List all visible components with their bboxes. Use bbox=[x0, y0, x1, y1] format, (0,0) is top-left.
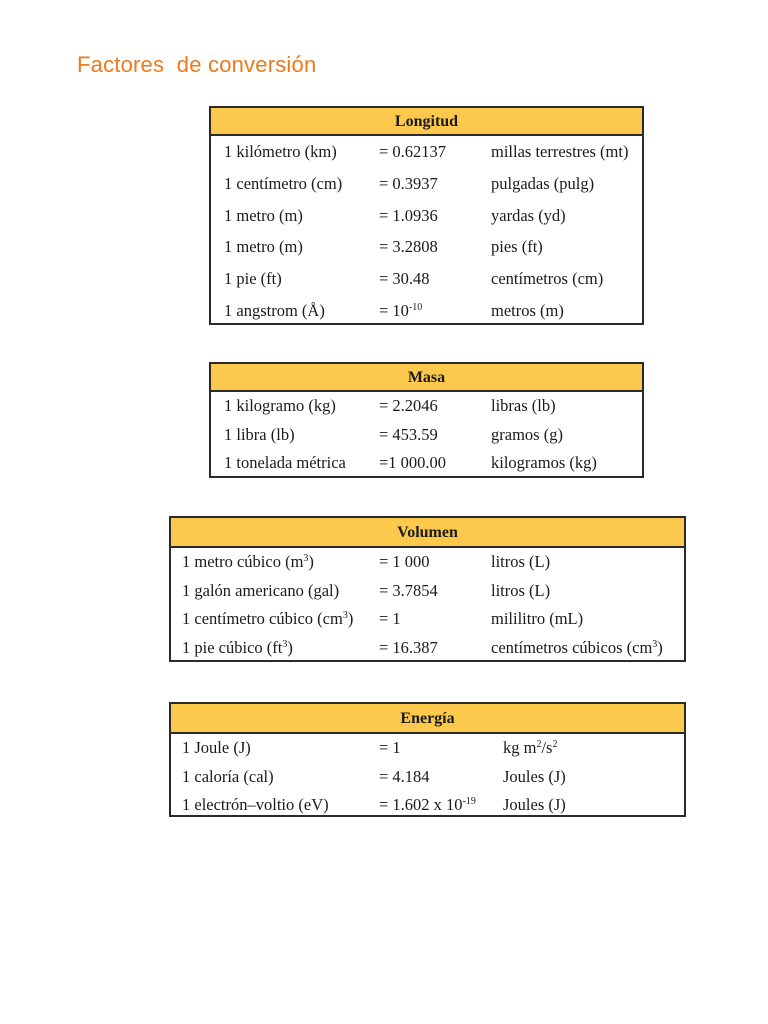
cell-value: =1 000.00 bbox=[379, 453, 447, 472]
table-row bbox=[211, 231, 642, 263]
cell-value: = 0.3937 bbox=[379, 173, 438, 193]
table-row bbox=[211, 392, 642, 421]
cell-value: = 3.7854 bbox=[379, 580, 438, 600]
cell-value: = 2.2046 bbox=[379, 396, 438, 415]
cell-value bbox=[379, 791, 476, 820]
cell-to: mililitro (mL) bbox=[491, 609, 584, 628]
cell-to: libras (lb) bbox=[491, 396, 556, 415]
table-header: Longitud bbox=[211, 108, 642, 136]
cell-from: 1 electrón–voltio (eV) bbox=[182, 795, 329, 814]
table-row bbox=[171, 548, 684, 577]
table-row bbox=[171, 734, 684, 763]
cell-value: = 3.2808 bbox=[379, 237, 438, 257]
cell-from bbox=[182, 548, 314, 577]
cell-to: centímetros (cm) bbox=[491, 269, 604, 289]
table-row bbox=[171, 577, 684, 606]
cell-to: Joules (J) bbox=[503, 795, 566, 814]
from-text: 1 centímetro cúbico (cm bbox=[182, 609, 343, 628]
from-exponent: 3 bbox=[303, 553, 309, 564]
table-row bbox=[211, 263, 642, 295]
to-text: kg m bbox=[503, 738, 537, 757]
cell-to: yardas (yd) bbox=[491, 205, 566, 225]
cell-value: = 1 000 bbox=[379, 552, 430, 571]
cell-value: = 0.62137 bbox=[379, 142, 447, 161]
cell-to: litros (L) bbox=[491, 552, 551, 571]
from-end: ) bbox=[308, 552, 314, 571]
table-row bbox=[171, 634, 684, 663]
to-end: ) bbox=[657, 637, 663, 657]
value-exponent: -19 bbox=[462, 796, 476, 807]
from-text: 1 pie cúbico (ft bbox=[182, 637, 283, 657]
cell-from: 1 pie (ft) bbox=[224, 269, 282, 289]
from-exponent: 3 bbox=[282, 638, 288, 650]
cell-to: pulgadas (pulg) bbox=[491, 173, 595, 193]
from-text: 1 metro cúbico (m bbox=[182, 552, 304, 571]
table-row bbox=[211, 168, 642, 200]
cell-to: gramos (g) bbox=[491, 424, 563, 444]
table-energia bbox=[169, 702, 686, 817]
cell-from: 1 Joule (J) bbox=[182, 738, 251, 757]
cell-to bbox=[503, 734, 557, 763]
cell-to: metros (m) bbox=[491, 300, 564, 320]
cell-value: = 1.0936 bbox=[379, 205, 438, 225]
cell-from: 1 metro (m) bbox=[224, 205, 303, 225]
cell-from: 1 galón americano (gal) bbox=[182, 580, 340, 600]
cell-value: = 4.184 bbox=[379, 766, 430, 786]
cell-from: 1 caloría (cal) bbox=[182, 766, 274, 786]
cell-to: pies (ft) bbox=[491, 237, 543, 257]
table-row bbox=[171, 763, 684, 792]
table-row bbox=[171, 791, 684, 820]
cell-value: = 453.59 bbox=[379, 424, 438, 444]
to-exponent-2: 2 bbox=[552, 739, 558, 750]
table-row bbox=[211, 449, 642, 478]
cell-to: litros (L) bbox=[491, 580, 551, 600]
value-base: = 1.602 x 10 bbox=[379, 795, 463, 814]
table-longitud bbox=[209, 106, 644, 325]
page-title: Factores de conversión bbox=[77, 52, 317, 77]
from-end: ) bbox=[347, 609, 354, 628]
value-base: = 10 bbox=[379, 300, 409, 320]
table-row bbox=[211, 136, 642, 168]
to-exponent: 2 bbox=[536, 739, 542, 750]
table-row bbox=[211, 200, 642, 232]
cell-from: 1 metro (m) bbox=[224, 237, 303, 257]
cell-from: 1 kilómetro (km) bbox=[224, 142, 337, 161]
cell-from bbox=[182, 634, 293, 663]
cell-from: 1 kilogramo (kg) bbox=[224, 396, 336, 415]
cell-value bbox=[379, 295, 422, 327]
from-exponent: 3 bbox=[342, 610, 348, 621]
cell-value: = 16.387 bbox=[379, 637, 438, 657]
to-end: /s bbox=[541, 738, 553, 757]
cell-value: = 30.48 bbox=[379, 269, 430, 289]
cell-from: 1 centímetro (cm) bbox=[224, 173, 343, 193]
table-masa bbox=[209, 362, 644, 478]
to-text: centímetros cúbicos (cm bbox=[491, 637, 653, 657]
cell-to: millas terrestres (mt) bbox=[491, 142, 629, 161]
from-end: ) bbox=[287, 637, 293, 657]
table-header: Energía bbox=[171, 704, 684, 734]
cell-to: kilogramos (kg) bbox=[491, 453, 597, 472]
cell-to bbox=[491, 634, 663, 663]
value-exponent: -10 bbox=[408, 301, 423, 313]
table-row bbox=[211, 295, 642, 327]
table-volumen bbox=[169, 516, 686, 662]
table-header: Volumen bbox=[171, 518, 684, 548]
cell-from: 1 angstrom (Å) bbox=[224, 300, 325, 320]
table-row bbox=[171, 605, 684, 634]
cell-from bbox=[182, 605, 353, 634]
table-header: Masa bbox=[211, 364, 642, 392]
cell-value: = 1 bbox=[379, 609, 401, 628]
cell-from: 1 libra (lb) bbox=[224, 424, 295, 444]
cell-value: = 1 bbox=[379, 738, 401, 757]
cell-to: Joules (J) bbox=[503, 766, 566, 786]
to-exponent: 3 bbox=[652, 638, 658, 650]
table-row bbox=[211, 421, 642, 450]
cell-from: 1 tonelada métrica bbox=[224, 453, 346, 472]
